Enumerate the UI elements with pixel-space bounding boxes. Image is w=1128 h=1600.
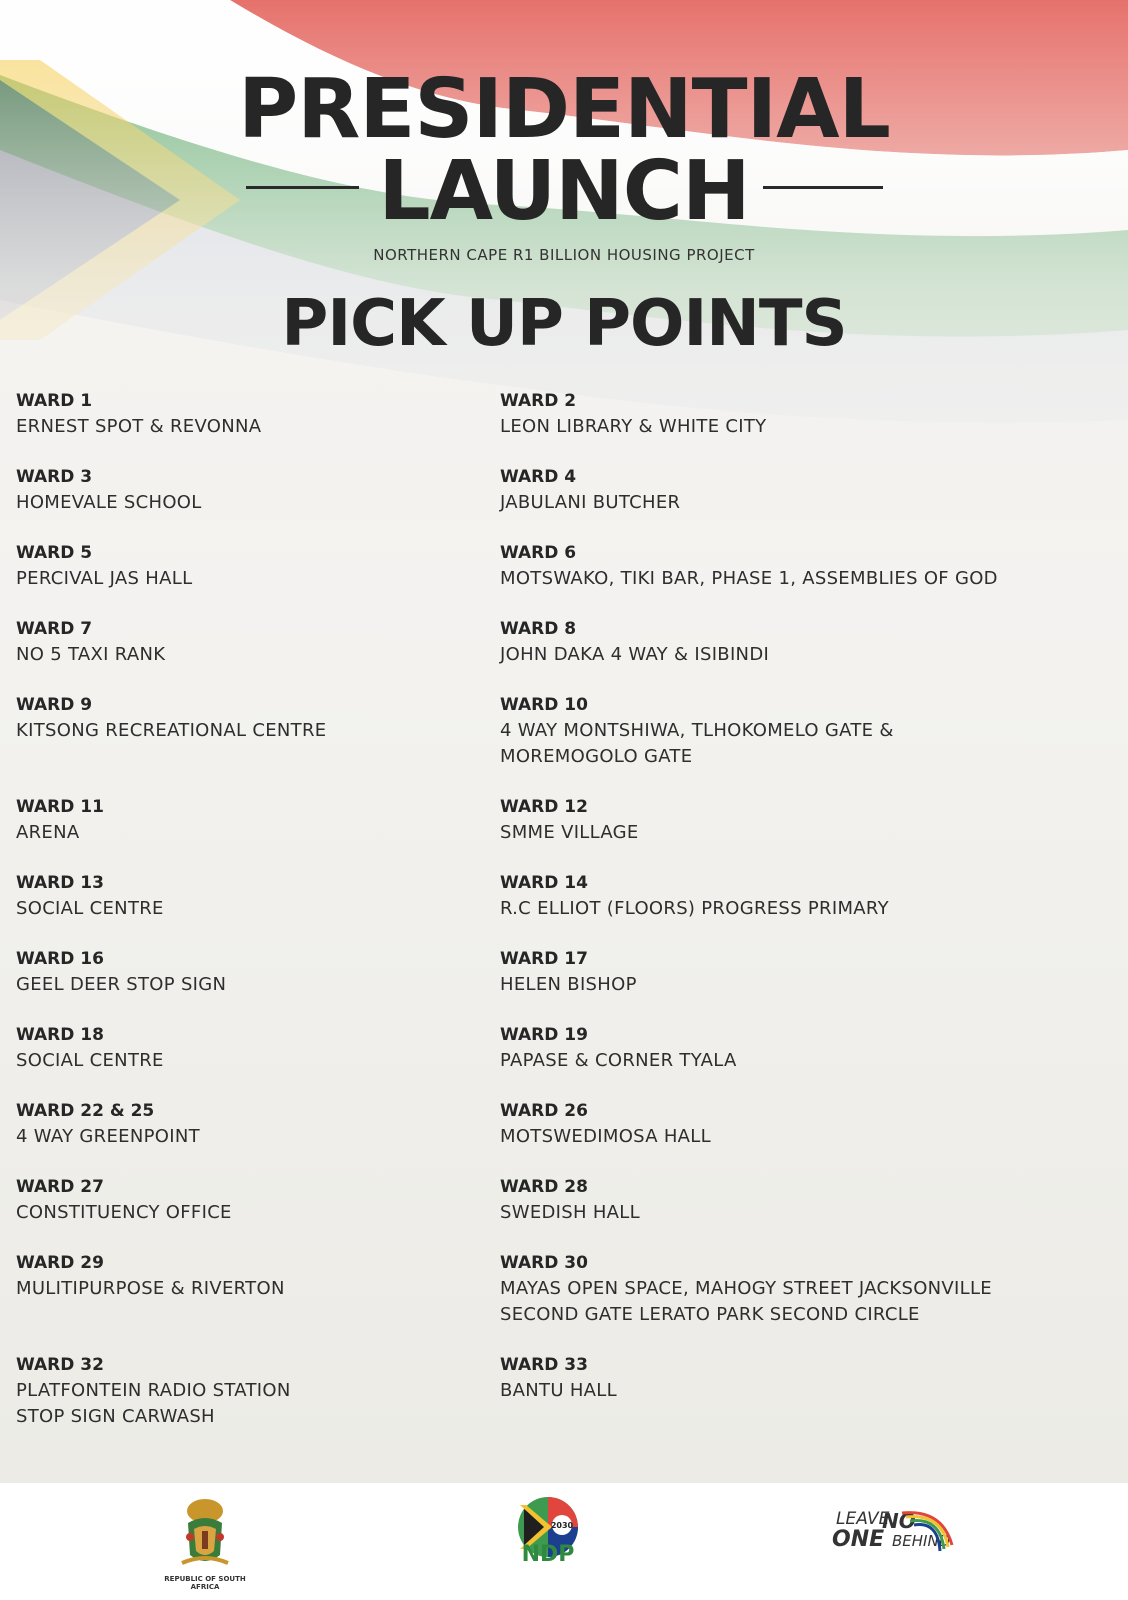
ward-entry <box>16 1352 576 1430</box>
ward-location: PAPASE & CORNER TYALA <box>500 1050 737 1071</box>
ndp-text: NDP <box>521 1542 575 1567</box>
title-launch: LAUNCH <box>378 144 750 239</box>
ward-entry <box>16 540 576 592</box>
ward-entry <box>16 692 576 770</box>
ward-entry <box>500 1098 1060 1150</box>
ward-location: ERNEST SPOT & REVONNA <box>16 416 262 437</box>
ward-number: WARD 17 <box>500 949 588 969</box>
ward-entry <box>500 464 1060 516</box>
ward-number: WARD 10 <box>500 695 588 715</box>
ward-entry <box>16 1250 576 1328</box>
ndp-icon <box>512 1491 592 1571</box>
ward-entry <box>500 616 1060 668</box>
ward-location: MULITIPURPOSE & RIVERTON <box>16 1278 285 1299</box>
ndp-logo <box>512 1491 592 1571</box>
ward-location: HELEN BISHOP <box>500 974 637 995</box>
ward-location: PLATFONTEIN RADIO STATION <box>16 1380 291 1401</box>
ward-number: WARD 22 & 25 <box>16 1101 155 1121</box>
ward-location: 4 WAY MONTSHIWA, TLHOKOMELO GATE & <box>500 720 894 741</box>
coat-of-arms-icon <box>150 1493 260 1573</box>
ward-entry <box>500 540 1060 592</box>
ndp-year: 2030 <box>550 1521 574 1530</box>
ward-number: WARD 16 <box>16 949 104 969</box>
ward-entry <box>500 1250 1060 1328</box>
ward-number: WARD 28 <box>500 1177 588 1197</box>
lnb-leave: LEAVE <box>836 1509 890 1529</box>
ward-entry <box>500 946 1060 998</box>
ward-location: MOREMOGOLO GATE <box>500 746 693 767</box>
ward-entry <box>500 1022 1060 1074</box>
ward-entry <box>16 388 576 440</box>
ward-entry <box>500 1352 1060 1430</box>
ward-location: KITSONG RECREATIONAL CENTRE <box>16 720 327 741</box>
ward-location: SMME VILLAGE <box>500 822 639 843</box>
ward-location: CONSTITUENCY OFFICE <box>16 1202 232 1223</box>
ward-location: SOCIAL CENTRE <box>16 898 164 919</box>
ward-number: WARD 5 <box>16 543 93 563</box>
ward-number: WARD 30 <box>500 1253 588 1273</box>
ward-location: SECOND GATE LERATO PARK SECOND CIRCLE <box>500 1304 920 1325</box>
ward-entry <box>16 1174 576 1226</box>
ward-entry <box>500 692 1060 770</box>
ward-number: WARD 6 <box>500 543 577 563</box>
ward-location: R.C ELLIOT (FLOORS) PROGRESS PRIMARY <box>500 898 889 919</box>
ward-number: WARD 3 <box>16 467 93 487</box>
ward-number: WARD 11 <box>16 797 104 817</box>
ward-entry <box>16 870 576 922</box>
ward-number: WARD 14 <box>500 873 588 893</box>
ward-number: WARD 26 <box>500 1101 588 1121</box>
ward-location: STOP SIGN CARWASH <box>16 1406 215 1427</box>
ward-number: WARD 4 <box>500 467 577 487</box>
ward-location: BANTU HALL <box>500 1380 617 1401</box>
title-rule-right <box>763 186 883 189</box>
ward-location: SOCIAL CENTRE <box>16 1050 164 1071</box>
lnb-behind: BEHIND <box>892 1532 951 1550</box>
ward-location: SWEDISH HALL <box>500 1202 640 1223</box>
ward-location: MOTSWEDIMOSA HALL <box>500 1126 711 1147</box>
ward-entry <box>16 946 576 998</box>
ward-entry <box>500 870 1060 922</box>
title-presidential: PRESIDENTIAL <box>238 62 890 157</box>
ward-entry <box>500 388 1060 440</box>
ward-number: WARD 19 <box>500 1025 588 1045</box>
coat-of-arms-caption: REPUBLIC OF SOUTH AFRICA <box>164 1575 246 1591</box>
ward-entry <box>16 1022 576 1074</box>
ward-number: WARD 29 <box>16 1253 104 1273</box>
ward-number: WARD 8 <box>500 619 577 639</box>
ward-number: WARD 9 <box>16 695 93 715</box>
ward-location: PERCIVAL JAS HALL <box>16 568 193 589</box>
ward-number: WARD 12 <box>500 797 588 817</box>
right-ward-column <box>500 388 1060 1454</box>
footer-logos <box>0 1483 1128 1600</box>
ward-number: WARD 2 <box>500 391 577 411</box>
ward-location: JABULANI BUTCHER <box>500 492 681 513</box>
ward-entry <box>500 1174 1060 1226</box>
title-rule-left <box>246 186 359 189</box>
ward-number: WARD 33 <box>500 1355 588 1375</box>
ward-entry <box>16 464 576 516</box>
ward-location: GEEL DEER STOP SIGN <box>16 974 227 995</box>
ward-number: WARD 13 <box>16 873 104 893</box>
ward-entry <box>16 794 576 846</box>
lnb-one: ONE <box>832 1527 885 1552</box>
coat-of-arms-logo <box>150 1493 260 1591</box>
ward-number: WARD 32 <box>16 1355 104 1375</box>
ward-entry <box>16 1098 576 1150</box>
ward-entry <box>16 616 576 668</box>
title-launch-row <box>0 144 1128 240</box>
ward-location: 4 WAY GREENPOINT <box>16 1126 200 1147</box>
ward-number: WARD 18 <box>16 1025 104 1045</box>
ward-number: WARD 7 <box>16 619 93 639</box>
lnb-swoosh-icon <box>832 1505 992 1565</box>
subtitle: NORTHERN CAPE R1 BILLION HOUSING PROJECT <box>373 246 755 264</box>
ward-location: JOHN DAKA 4 WAY & ISIBINDI <box>500 644 770 665</box>
ward-location: HOMEVALE SCHOOL <box>16 492 202 513</box>
leave-no-one-behind-logo <box>832 1505 992 1565</box>
ward-entry <box>500 794 1060 846</box>
lnb-no: NO <box>882 1509 916 1533</box>
ward-number: WARD 1 <box>16 391 93 411</box>
ward-location: MOTSWAKO, TIKI BAR, PHASE 1, ASSEMBLIES OF GOD <box>500 568 998 589</box>
ward-location: ARENA <box>16 822 80 843</box>
ward-location: MAYAS OPEN SPACE, MAHOGY STREET JACKSONVILLE <box>500 1278 992 1299</box>
section-title: PICK UP POINTS <box>281 287 847 361</box>
ward-location: NO 5 TAXI RANK <box>16 644 166 665</box>
ward-number: WARD 27 <box>16 1177 104 1197</box>
ward-location: LEON LIBRARY & WHITE CITY <box>500 416 767 437</box>
left-ward-column <box>16 388 576 1454</box>
